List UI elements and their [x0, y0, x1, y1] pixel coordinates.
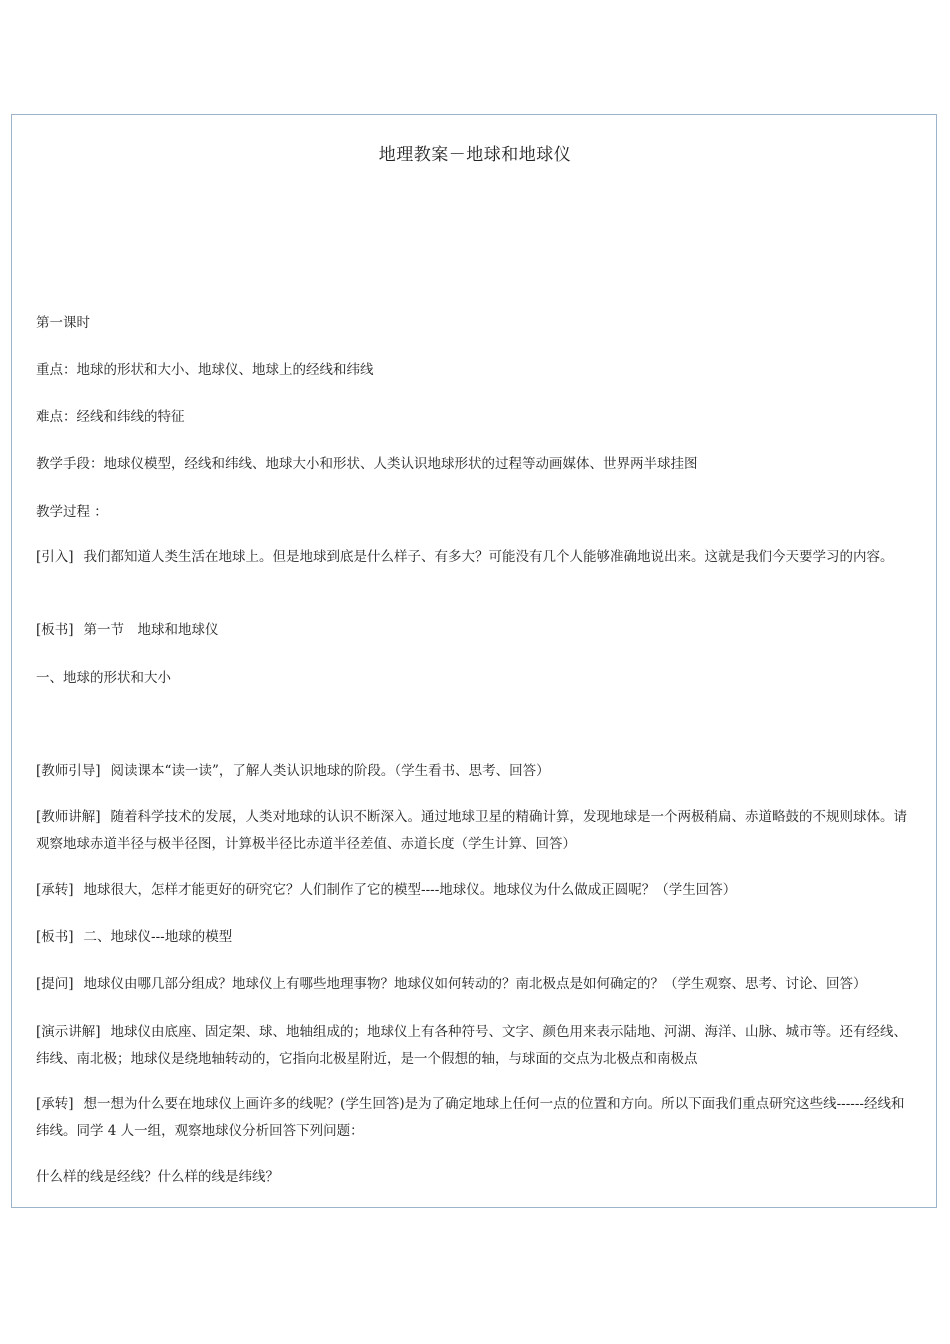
paragraph-key-points [36, 357, 912, 384]
paragraph-teaching-process [36, 499, 912, 526]
paragraph-transition-2 [36, 1091, 912, 1145]
paragraph-blackboard-1 [36, 617, 912, 644]
paragraph-text: 地球仪由底座、固定架、球、地轴组成的；地球仪上有各种符号、文字、颜色用来表示陆地、河湖、海洋、山脉、城市等。还有经线、纬线、南北极；地球仪是绕地轴转动的，它指向北极星附近，是一个假想的轴，与球面的交点为北极点和南极点 [36, 1024, 908, 1067]
paragraph-text: 什么样的线是经线？什么样的线是纬线？ [36, 1169, 279, 1185]
paragraph-text: 地球仪由哪几部分组成？地球仪上有哪些地理事物？地球仪如何转动的？南北极点是如何确定的？（学生观察、思考、讨论、回答） [83, 976, 867, 992]
paragraph-heading-1 [36, 665, 912, 692]
section-tag: [板书] [36, 929, 74, 945]
paragraph-text: 第一节 地球和地球仪 [83, 622, 219, 638]
section-tag: [演示讲解] [36, 1024, 101, 1040]
paragraph-text: 重点：地球的形状和大小、地球仪、地球上的经线和纬线 [36, 362, 374, 378]
paragraph-question-lines [36, 1164, 912, 1191]
paragraph-text: 难点：经线和纬线的特征 [36, 409, 185, 425]
paragraph-difficulties [36, 404, 912, 431]
paragraph-question [36, 971, 912, 998]
document-title: 地理教案－地球和地球仪 [378, 145, 572, 165]
section-tag: [承转] [36, 882, 74, 898]
paragraph-text: 一、地球的形状和大小 [36, 670, 171, 686]
paragraph-introduction [36, 544, 912, 571]
paragraph-teacher-guide [36, 758, 912, 785]
section-tag: [承转] [36, 1096, 74, 1112]
paragraph-text: 阅读课本“读一读”，了解人类认识地球的阶段。（学生看书、思考、回答） [110, 763, 550, 779]
paragraph-text: 想一想为什么要在地球仪上画许多的线呢？(学生回答)是为了确定地球上任何一点的位置和方向。所以下面我们重点研究这些线------经线和纬线。同学 4 人一组，观察地球仪分析回答下列问题： [36, 1096, 905, 1139]
section-tag: [板书] [36, 622, 74, 638]
section-tag: [教师讲解] [36, 809, 101, 825]
paragraph-text: 二、地球仪---地球的模型 [83, 929, 233, 945]
paragraph-text: 地球很大，怎样才能更好的研究它？人们制作了它的模型----地球仪。地球仪为什么做成正圆呢？（学生回答） [83, 882, 737, 898]
section-tag: [提问] [36, 976, 74, 992]
paragraph-teaching-means [36, 451, 912, 478]
paragraph-lesson-period [36, 310, 912, 337]
paragraph-text: 教学手段：地球仪模型，经线和纬线、地球大小和形状、人类认识地球形状的过程等动画媒体、世界两半球挂图 [36, 456, 698, 472]
paragraph-demonstration [36, 1019, 912, 1073]
paragraph-text: 第一课时 [36, 315, 90, 331]
paragraph-text: 随着科学技术的发展，人类对地球的认识不断深入。通过地球卫星的精确计算，发现地球是一个两极稍扁、赤道略鼓的不规则球体。请观察地球赤道半径与极半径图，计算极半径比赤道半径差值、赤道长度（学生计算、回答） [36, 809, 908, 852]
paragraph-blackboard-2 [36, 924, 912, 951]
paragraph-text: 教学过程 ： [36, 504, 108, 520]
section-tag: [引入] [36, 549, 74, 565]
section-tag: [教师引导] [36, 763, 101, 779]
paragraph-text: 我们都知道人类生活在地球上。但是地球到底是什么样子、有多大？可能没有几个人能够准确地说出来。这就是我们今天要学习的内容。 [83, 549, 894, 565]
paragraph-transition-1 [36, 877, 912, 904]
paragraph-teacher-explain [36, 804, 912, 858]
